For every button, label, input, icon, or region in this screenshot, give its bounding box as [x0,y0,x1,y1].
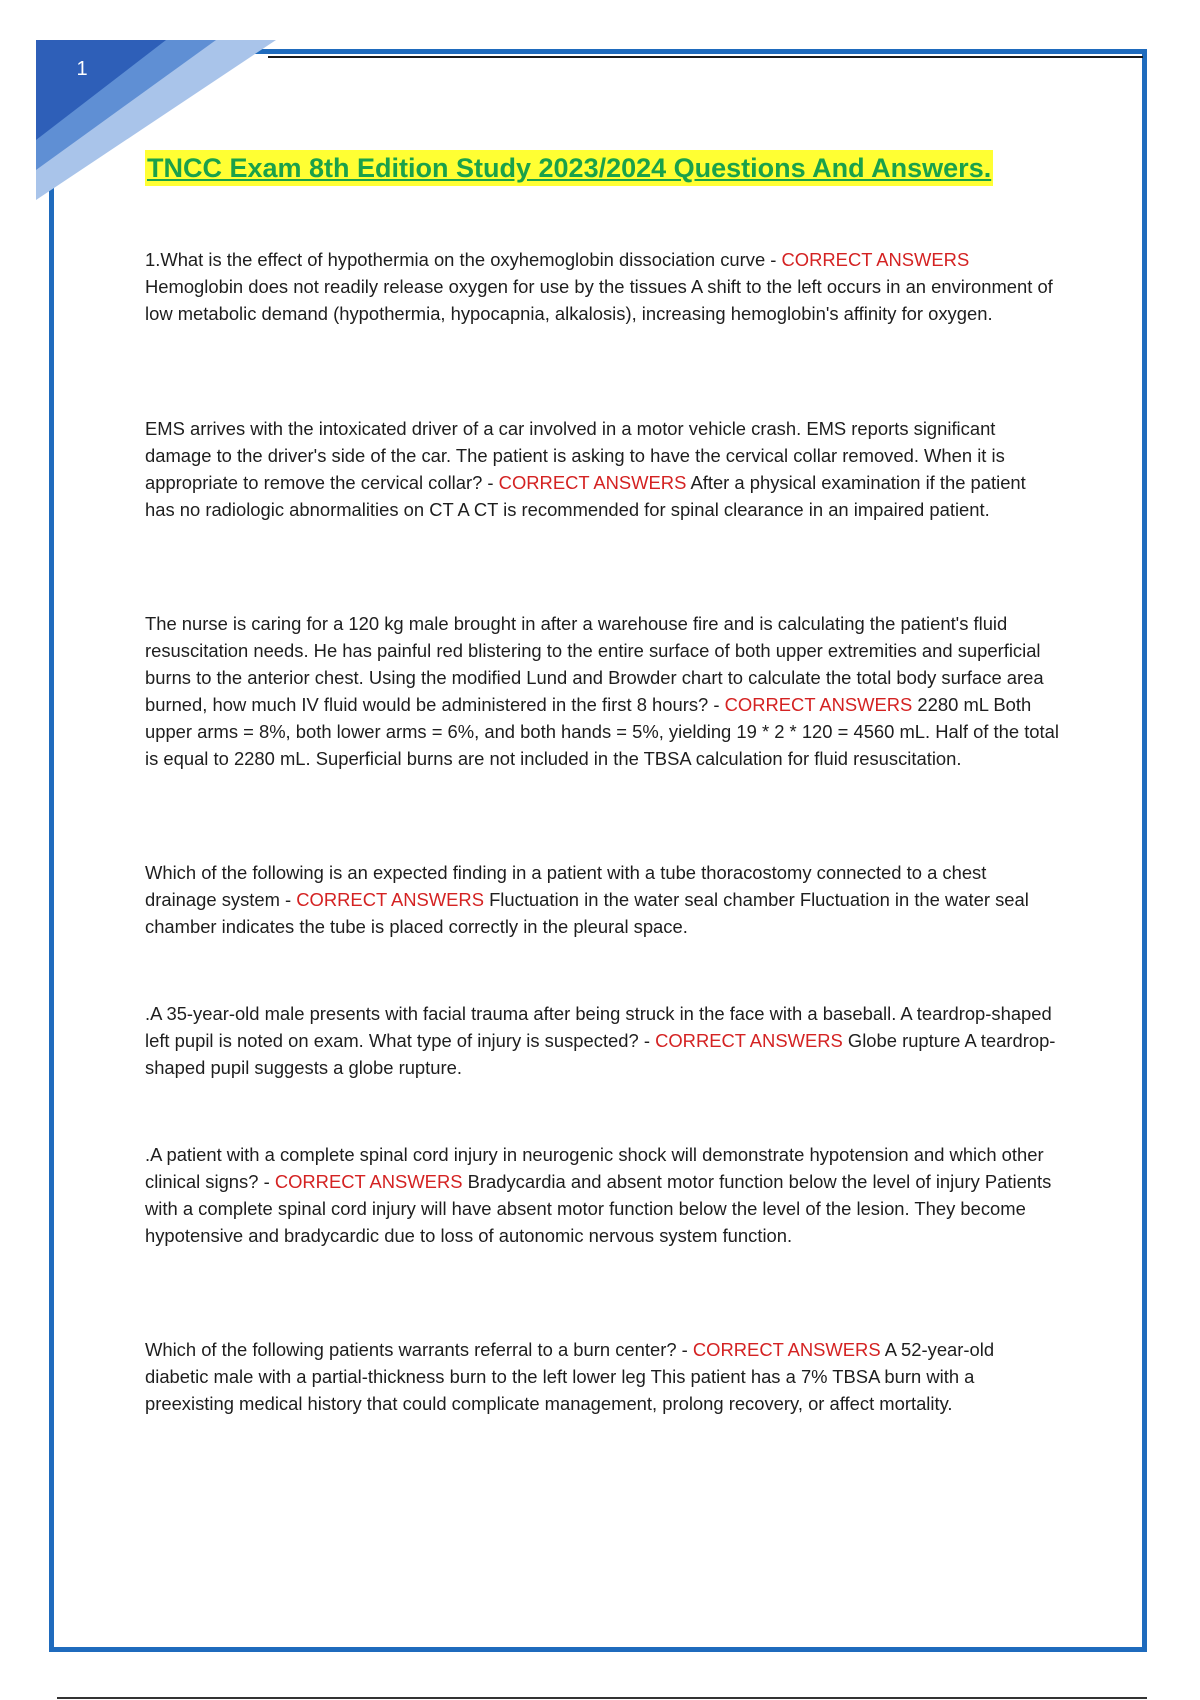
answer-text: Bradycardia and absent motor function below the level of injury Patients with a complete spinal cord injury will have absent motor function below the level of the lesion. They become hypotensive and bradycardic due to loss of autonomic nervous system function. [145,1171,1052,1246]
answer-tag: CORRECT ANSWERS [498,472,687,493]
answer-text: Globe rupture A teardrop-shaped pupil suggests a globe rupture. [145,1030,1056,1078]
answer-text: After a physical examination if the patient has no radiologic abnormalities on CT A CT is recommended for spinal clearance in an impaired patient. [145,472,1026,520]
question-text: 1.What is the effect of hypothermia on the oxyhemoglobin dissociation curve - [145,249,782,270]
page-number: 1 [76,58,88,80]
answer-tag: CORRECT ANSWERS [655,1030,843,1051]
answer-tag: CORRECT ANSWERS [296,889,484,910]
answer-text: 2280 mL Both upper arms = 8%, both lower arms = 6%, and both hands = 5%, yielding 19 * 2 * 120 = 4560 mL. Half of the total is equal to 2280 mL. Superficial burns are not included in the TBSA calculation for fluid resuscitation. [145,694,1059,769]
qa-item-4 [145,859,1060,940]
answer-tag: CORRECT ANSWERS [692,1339,881,1360]
qa-item-7 [145,1336,1060,1417]
qa-item-5 [145,1000,1060,1081]
header-rule [268,56,1143,58]
qa-item-2 [145,415,1060,523]
question-text: .A 35-year-old male presents with facial trauma after being struck in the face with a baseball. A teardrop-shaped left pupil is noted on exam. What type of injury is suspected? - [145,1003,1052,1051]
question-text: Which of the following patients warrants referral to a burn center? - [145,1339,693,1360]
answer-text: Fluctuation in the water seal chamber Fluctuation in the water seal chamber indicates the tube is placed correctly in the pleural space. [145,889,1029,937]
qa-item-3 [145,610,1060,772]
qa-item-6 [145,1141,1060,1249]
question-text: EMS arrives with the intoxicated driver of a car involved in a motor vehicle crash. EMS reports significant damage to the driver's side of the car. The patient is asking to have the cervical collar removed. When it is appropriate to remove the cervical collar? - [145,418,1005,493]
qa-item-1 [145,246,1060,327]
answer-tag: CORRECT ANSWERS [274,1171,463,1192]
question-text: Which of the following is an expected finding in a patient with a tube thoracostomy connected to a chest drainage system - [145,862,987,910]
document-title: TNCC Exam 8th Edition Study 2023/2024 Questions And Answers. [145,150,993,186]
answer-text: A 52-year-old diabetic male with a partial-thickness burn to the left lower leg This patient has a 7% TBSA burn with a preexisting medical history that could complicate management, prolong recovery, or affect mortality. [145,1339,995,1414]
answer-tag: CORRECT ANSWERS [724,694,913,715]
footer-rule [57,1697,1147,1699]
answer-tag: CORRECT ANSWERS [781,249,970,270]
question-text: The nurse is caring for a 120 kg male brought in after a warehouse fire and is calculating the patient's fluid resuscitation needs. He has painful red blistering to the entire surface of both upper extremities and superficial burns to the anterior chest. Using the modified Lund and Browder chart to calculate the total body surface area burned, how much IV fluid would be administered in the first 8 hours? - [145,613,1044,715]
answer-text: Hemoglobin does not readily release oxygen for use by the tissues A shift to the left occurs in an environment of low metabolic demand (hypothermia, hypocapnia, alkalosis), increasing hemoglobin's affinity for oxygen. [145,276,1053,324]
question-text: .A patient with a complete spinal cord injury in neurogenic shock will demonstrate hypotension and which other clinical signs? - [145,1144,1044,1192]
